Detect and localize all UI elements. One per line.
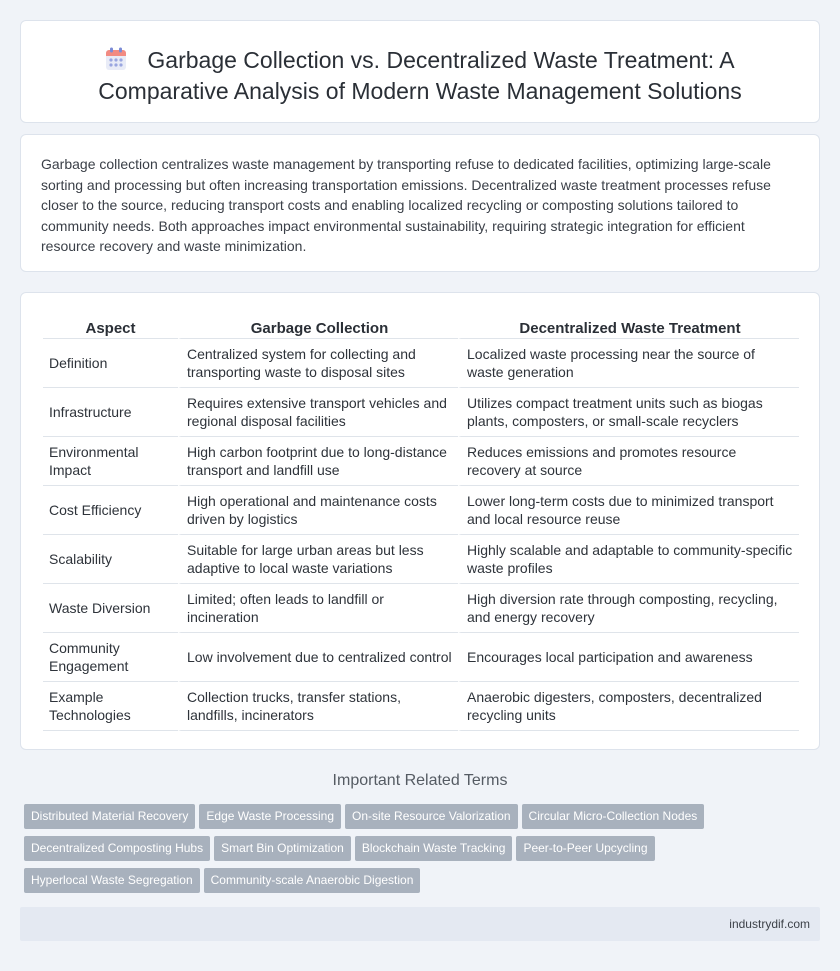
row-decentralized-treatment: Localized waste processing near the source of waste generation — [458, 339, 799, 388]
table-row — [43, 437, 799, 486]
tag-row — [24, 804, 824, 836]
footer-site-link[interactable]: industrydif.com — [729, 917, 810, 931]
row-garbage-collection: Centralized system for collecting and transporting waste to disposal sites — [178, 339, 458, 388]
row-decentralized-treatment: Reduces emissions and promotes resource recovery at source — [458, 437, 799, 486]
related-terms-title: Important Related Terms — [332, 772, 508, 789]
row-aspect: Example Technologies — [43, 682, 178, 731]
row-decentralized-treatment: High diversion rate through composting, recycling, and energy recovery — [458, 584, 799, 633]
row-aspect: Environmental Impact — [43, 437, 178, 486]
tag-peer-to-peer-upcycling[interactable]: Peer-to-Peer Upcycling — [516, 836, 654, 861]
header-garbage-collection: Garbage Collection — [178, 313, 458, 339]
row-decentralized-treatment: Encourages local participation and awareness — [458, 633, 799, 682]
row-aspect: Waste Diversion — [43, 584, 178, 633]
row-decentralized-treatment: Highly scalable and adaptable to community-specific waste profiles — [458, 535, 799, 584]
row-aspect: Scalability — [43, 535, 178, 584]
row-garbage-collection: Limited; often leads to landfill or incineration — [178, 584, 458, 633]
row-garbage-collection: Low involvement due to centralized control — [178, 633, 458, 682]
intro-paragraph: Garbage collection centralizes waste management by transporting refuse to dedicated facilities, optimizing large-scale sorting and processing but often increasing transportation emissions. Decentralized waste treatment processes refuse closer to the source, reducing transport costs and enabling localized recycling or composting solutions tailored to community needs. Both approaches impact environmental sustainability, requiring strategic integration for efficient resource recovery and waste minimization. — [41, 156, 771, 255]
tag-distributed-material-recovery[interactable]: Distributed Material Recovery — [24, 804, 195, 829]
table-row — [43, 388, 799, 437]
header-decentralized-treatment: Decentralized Waste Treatment — [458, 313, 799, 339]
calendar-icon — [105, 47, 127, 71]
row-aspect: Definition — [43, 339, 178, 388]
row-garbage-collection: High carbon footprint due to long-distance transport and landfill use — [178, 437, 458, 486]
tag-edge-waste-processing[interactable]: Edge Waste Processing — [199, 804, 341, 829]
tag-circular-micro-collection-nodes[interactable]: Circular Micro-Collection Nodes — [522, 804, 705, 829]
row-garbage-collection: High operational and maintenance costs driven by logistics — [178, 486, 458, 535]
row-decentralized-treatment: Anaerobic digesters, composters, decentralized recycling units — [458, 682, 799, 731]
row-garbage-collection: Suitable for large urban areas but less adaptive to local waste variations — [178, 535, 458, 584]
table-row — [43, 682, 799, 731]
header-aspect: Aspect — [43, 313, 178, 339]
related-terms-tags — [24, 804, 824, 900]
tag-smart-bin-optimization[interactable]: Smart Bin Optimization — [214, 836, 351, 861]
table-header-row — [43, 313, 799, 339]
row-decentralized-treatment: Utilizes compact treatment units such as biogas plants, composters, or small-scale recyclers — [458, 388, 799, 437]
tag-on-site-resource-valorization[interactable]: On-site Resource Valorization — [345, 804, 518, 829]
page-title — [21, 21, 819, 107]
table-row — [43, 486, 799, 535]
row-aspect: Community Engagement — [43, 633, 178, 682]
intro-card — [20, 134, 820, 272]
row-aspect: Infrastructure — [43, 388, 178, 437]
page-title-text: Garbage Collection vs. Decentralized Waste Treatment: A Comparative Analysis of Modern Waste Management Solutions — [98, 47, 742, 104]
tag-hyperlocal-waste-segregation[interactable]: Hyperlocal Waste Segregation — [24, 868, 200, 893]
row-aspect: Cost Efficiency — [43, 486, 178, 535]
table-row — [43, 584, 799, 633]
tag-row — [24, 868, 824, 900]
footer — [20, 907, 820, 941]
tag-blockchain-waste-tracking[interactable]: Blockchain Waste Tracking — [355, 836, 513, 861]
title-card — [20, 20, 820, 123]
table-row — [43, 339, 799, 388]
table-row — [43, 535, 799, 584]
tag-row — [24, 836, 824, 868]
row-garbage-collection: Requires extensive transport vehicles and regional disposal facilities — [178, 388, 458, 437]
table-row — [43, 633, 799, 682]
tag-decentralized-composting-hubs[interactable]: Decentralized Composting Hubs — [24, 836, 210, 861]
row-decentralized-treatment: Lower long-term costs due to minimized transport and local resource reuse — [458, 486, 799, 535]
tag-community-scale-anaerobic-digestion[interactable]: Community-scale Anaerobic Digestion — [204, 868, 421, 893]
row-garbage-collection: Collection trucks, transfer stations, landfills, incinerators — [178, 682, 458, 731]
comparison-table — [43, 313, 799, 731]
comparison-table-card — [20, 292, 820, 750]
